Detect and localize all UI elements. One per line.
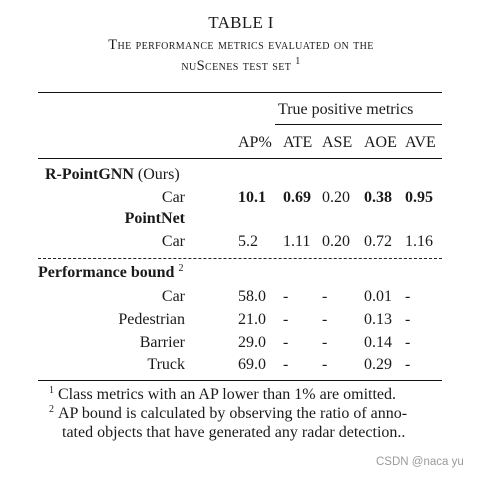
cell-ave: 1.16	[405, 233, 433, 250]
footnote-text-line1: AP bound is calculated by observing the ratio of anno-	[58, 405, 408, 422]
table-caption-line2	[0, 58, 482, 75]
section-name: R-PointGNN	[45, 166, 134, 183]
row-label: Pedestrian	[118, 311, 185, 328]
row-label: Car	[161, 189, 185, 206]
row-label: Car	[161, 288, 185, 305]
col-header-ap: AP%	[238, 134, 272, 151]
row-label: Truck	[147, 356, 185, 373]
col-header-ate: ATE	[283, 134, 313, 151]
cell-ate: -	[283, 311, 289, 328]
table-caption-line1	[0, 37, 482, 54]
dashed-separator	[38, 258, 442, 259]
cell-aoe: 0.29	[364, 356, 392, 373]
col-header-aoe: AOE	[364, 134, 397, 151]
caption-footnote-mark: 1	[295, 56, 301, 67]
top-rule	[38, 92, 442, 93]
section-title-pointnet: PointNet	[124, 210, 185, 227]
group-header: True positive metrics	[278, 101, 414, 118]
cell-aoe: 0.38	[364, 189, 392, 206]
section-name-suffix: (Ours)	[133, 166, 180, 183]
footnote-mark: 1	[49, 385, 54, 396]
col-header-ase: ASE	[322, 134, 353, 151]
col-header-ave: AVE	[405, 134, 436, 151]
cell-ap: 21.0	[238, 311, 266, 328]
cell-ate: -	[283, 334, 289, 351]
cell-ave: -	[405, 288, 411, 305]
table-label: TABLE I	[208, 13, 274, 32]
cell-ase: 0.20	[322, 233, 350, 250]
footnote-text: Class metrics with an AP lower than 1% are omitted.	[58, 386, 397, 403]
cell-aoe: 0.01	[364, 288, 392, 305]
cell-ave: -	[405, 356, 411, 373]
cell-aoe: 0.72	[364, 233, 392, 250]
cell-ase: 0.20	[322, 189, 350, 206]
row-label: Barrier	[139, 334, 185, 351]
footnote-mark: 2	[49, 404, 54, 415]
cell-ap: 29.0	[238, 334, 266, 351]
cell-ap: 10.1	[238, 189, 266, 206]
bottom-rule	[38, 380, 442, 381]
row-label: Car	[161, 233, 185, 250]
header-rule	[38, 158, 442, 159]
footnote-2-continuation: tated objects that have generated any radar detection..	[62, 424, 406, 441]
cell-ap: 58.0	[238, 288, 266, 305]
group-header-rule	[275, 124, 442, 125]
cell-ate: -	[283, 288, 289, 305]
cell-ate: 0.69	[283, 189, 311, 206]
section-title-rpointgnn	[45, 166, 180, 184]
footnote-1	[49, 386, 396, 404]
cell-ate: -	[283, 356, 289, 373]
section-footnote-mark: 2	[178, 263, 184, 274]
cell-ase: -	[322, 288, 328, 305]
cell-ase: -	[322, 311, 328, 328]
cell-ap: 5.2	[238, 233, 258, 250]
watermark: CSDN @naca yu	[376, 456, 464, 468]
cell-aoe: 0.13	[364, 311, 392, 328]
cell-ate: 1.11	[283, 233, 311, 250]
cell-ave: 0.95	[405, 189, 433, 206]
cell-aoe: 0.14	[364, 334, 392, 351]
cell-ase: -	[322, 334, 328, 351]
cell-ap: 69.0	[238, 356, 266, 373]
section-name: Performance bound	[38, 264, 175, 281]
cell-ase: -	[322, 356, 328, 373]
caption-line2-text: nuScenes test set	[181, 58, 292, 74]
section-title-performance-bound	[38, 264, 183, 282]
caption-line1-text: The performance metrics evaluated on the	[108, 37, 374, 53]
footnote-2	[49, 405, 407, 423]
cell-ave: -	[405, 334, 411, 351]
cell-ave: -	[405, 311, 411, 328]
